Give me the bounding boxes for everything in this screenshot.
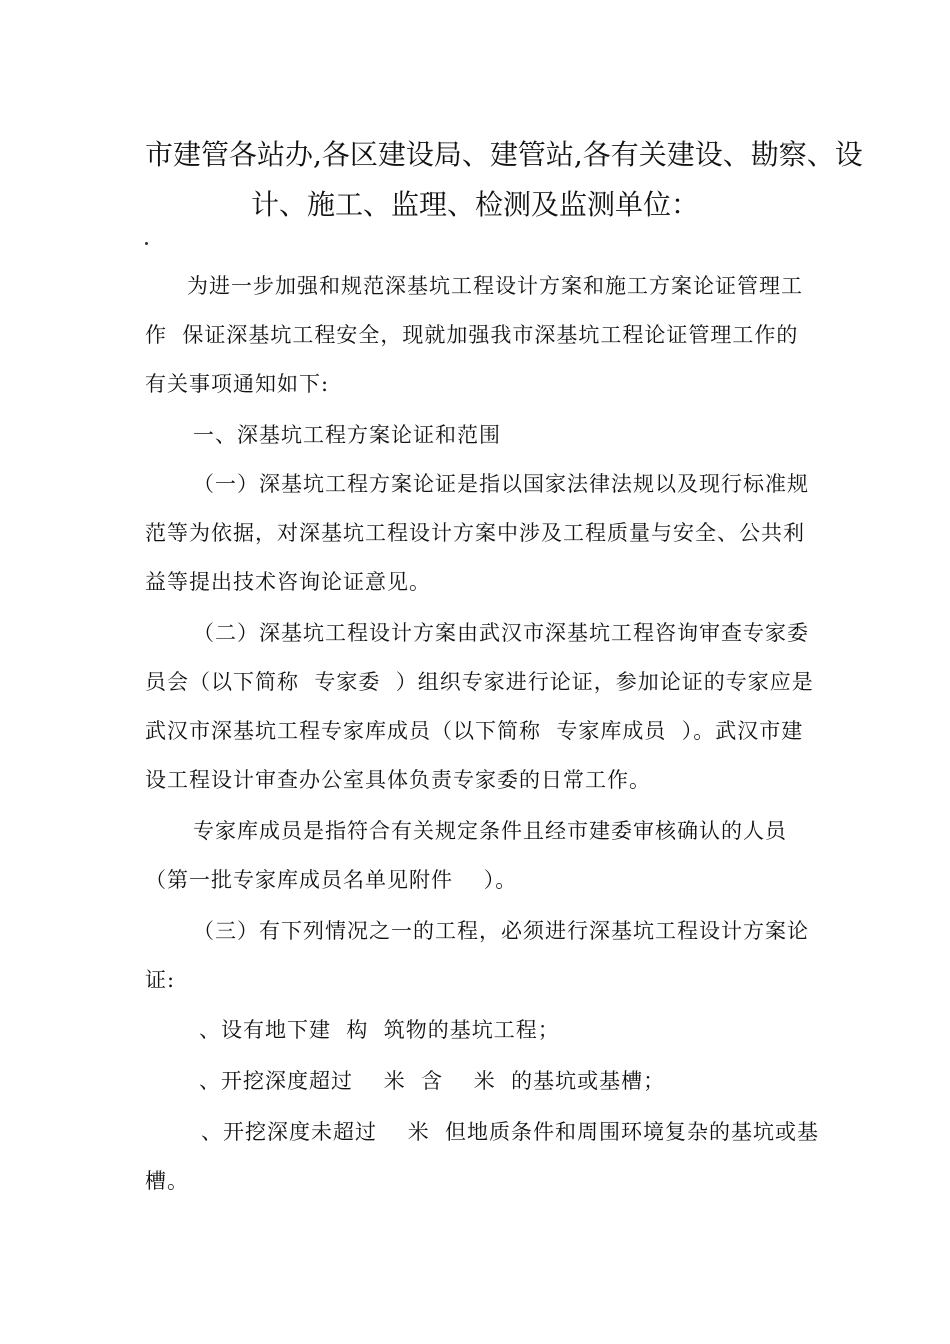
item-2-line-2: 员会（以下简称 专家委 ）组织专家进行论证，参加论证的专家应是: [145, 670, 814, 694]
sub-item-2: [145, 1057, 807, 1106]
sub-item-1: [145, 1006, 807, 1055]
item-2-line-1: （二）深基坑工程设计方案由武汉市深基坑工程咨询审查专家委: [193, 621, 809, 645]
experts-line-2: （第一批专家库成员名单见附件 ）。: [145, 868, 518, 892]
addressee-line-1: 市建管各站办,各区建设局、建管站,各有关建设、勘察、设: [145, 138, 863, 171]
sub-item-3: [145, 1108, 820, 1206]
item-3-line-1: （三）有下列情况之一的工程，必须进行深基坑工程设计方案论: [193, 919, 809, 943]
sub-item-1-text: 、设有地下建 构 筑物的基坑工程；: [199, 1018, 560, 1042]
experts-line-1: 专家库成员是指符合有关规定条件且经市建委审核确认的人员: [193, 819, 787, 843]
sub-item-3-line-1: 、开挖深度未超过 米 但地质条件和周围环境复杂的基坑或基: [201, 1120, 820, 1144]
intro-line-1: 为进一步加强和规范深基坑工程设计方案和施工方案论证管理工: [187, 274, 803, 298]
experts-paragraph: [145, 807, 807, 905]
item-2-paragraph: [145, 609, 814, 805]
item-3-paragraph: [145, 907, 807, 1005]
section-1-heading-text: 一、深基坑工程方案论证和范围: [193, 423, 501, 447]
intro-line-3: 有关事项通知如下:: [145, 372, 330, 396]
item-2-line-4: 设工程设计审查办公室具体负责专家委的日常工作。: [145, 768, 651, 792]
item-1-line-3: 益等提出技术咨询论证意见。: [145, 570, 431, 594]
sub-item-3-line-2: 槽。: [145, 1169, 189, 1193]
item-2-line-3: 武汉市深基坑工程专家库成员（以下简称 专家库成员 ）。武汉市建: [145, 719, 804, 743]
stray-dot-mark: [145, 242, 148, 245]
section-1-heading: [145, 411, 807, 460]
intro-paragraph: [145, 262, 807, 409]
item-1-paragraph: [145, 460, 807, 607]
item-1-line-2: 范等为依据，对深基坑工程设计方案中涉及工程质量与安全、公共利: [145, 521, 805, 545]
intro-line-2: 作 保证深基坑工程安全，现就加强我市深基坑工程论证管理工作的: [145, 323, 799, 347]
sub-item-2-text: 、开挖深度超过 米 含 米 的基坑或基槽；: [199, 1069, 666, 1093]
item-3-line-2: 证:: [145, 968, 176, 992]
addressee-line-2: 计、施工、监理、检测及监测单位：: [250, 188, 699, 221]
item-1-line-1: （一）深基坑工程方案论证是指以国家法律法规以及现行标准规: [193, 472, 809, 496]
